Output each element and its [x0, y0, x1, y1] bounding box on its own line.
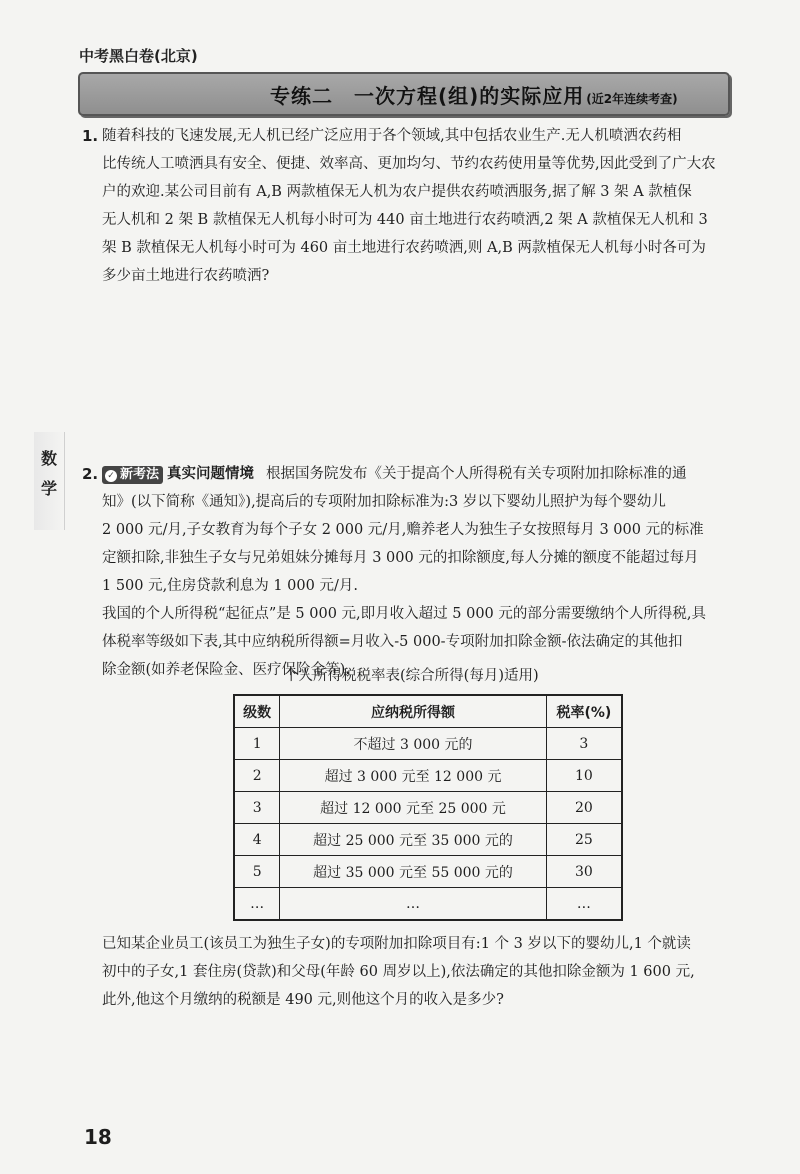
- subject-label: 数 学: [40, 449, 57, 498]
- section-title: [270, 80, 678, 109]
- table-row: [234, 824, 622, 856]
- table-cell: 3: [234, 792, 280, 824]
- section-title-main: 专练二 一次方程(组)的实际应用: [270, 84, 585, 108]
- table-row: [234, 792, 622, 824]
- new-method-tag: ✓ 新考法: [102, 466, 163, 484]
- page-number: 18: [84, 1125, 112, 1149]
- question-1-line: 多少亩土地进行农药喷洒?: [102, 268, 270, 284]
- table-cell: 不超过 3 000 元的: [280, 728, 546, 760]
- table-cell: 3: [546, 728, 622, 760]
- question-1-line: 户的欢迎.某公司目前有 A,B 两款植保无人机为农户提供农药喷洒服务,据了解 3 架 A 款植保: [102, 184, 692, 200]
- table-cell: 25: [546, 824, 622, 856]
- table-cell: 2: [234, 760, 280, 792]
- question-category: 真实问题情境: [167, 466, 255, 482]
- question-2-line: 初中的子女,1 套住房(贷款)和父母(年龄 60 周岁以上),依法确定的其他扣除金额为 1 600 元,: [102, 964, 695, 980]
- question-2-first-line: [102, 460, 706, 488]
- question-2-line: 根据国务院发布《关于提高个人所得税有关专项附加扣除标准的通: [266, 466, 687, 482]
- table-cell: 20: [546, 792, 622, 824]
- question-2-line: 我国的个人所得税“起征点”是 5 000 元,即月收入超过 5 000 元的部分需要缴纳个人所得税,具: [102, 606, 706, 622]
- question-1-line: 架 B 款植保无人机每小时可为 460 亩土地进行农药喷洒,则 A,B 两款植保无人机每小时各可为: [102, 240, 706, 256]
- table-cell: 1: [234, 728, 280, 760]
- question-2-line: 除金额(如养老保险金、医疗保险金等).: [102, 662, 350, 678]
- question-2-line: 知》(以下简称《通知》),提高后的专项附加扣除标准为:3 岁以下婴幼儿照护为每个婴幼儿: [102, 494, 666, 510]
- table-cell: …: [280, 888, 546, 921]
- question-2-line: 已知某企业员工(该员工为独生子女)的专项附加扣除项目有:1 个 3 岁以下的婴幼儿,1 个就读: [102, 936, 691, 952]
- table-cell: 10: [546, 760, 622, 792]
- section-title-note: (近2年连续考查): [586, 92, 678, 106]
- table-cell: 超过 35 000 元至 55 000 元的: [280, 856, 546, 888]
- table-row: [234, 728, 622, 760]
- table-cell: 超过 25 000 元至 35 000 元的: [280, 824, 546, 856]
- question-2-final: [102, 930, 695, 1014]
- book-label: 中考黑白卷(北京): [79, 47, 198, 65]
- table-cell: 超过 3 000 元至 12 000 元: [280, 760, 546, 792]
- table-header-cell: 级数: [234, 695, 280, 728]
- table-cell: 超过 12 000 元至 25 000 元: [280, 792, 546, 824]
- table-cell: 30: [546, 856, 622, 888]
- table-cell: …: [546, 888, 622, 921]
- table-cell: …: [234, 888, 280, 921]
- question-2-line: 此外,他这个月缴纳的税额是 490 元,则他这个月的收入是多少?: [102, 992, 504, 1008]
- question-2-intro: [102, 460, 706, 684]
- section-title-bar: [78, 72, 730, 116]
- question-2-line: 1 500 元,住房贷款利息为 1 000 元/月.: [102, 578, 358, 594]
- table-header-cell: 应纳税所得额: [280, 695, 546, 728]
- question-1-number: 1.: [82, 127, 99, 145]
- question-1-line: 无人机和 2 架 B 款植保无人机每小时可为 440 亩土地进行农药喷洒,2 架 A 款植保无人机和 3: [102, 212, 708, 228]
- question-1-line: 比传统人工喷洒具有安全、便捷、效率高、更加均匀、节约农药使用量等优势,因此受到了广大农: [102, 156, 716, 172]
- tax-rate-table: [233, 694, 623, 921]
- question-2-line: 2 000 元/月,子女教育为每个子女 2 000 元/月,赡养老人为独生子女按照每月 3 000 元的标准: [102, 522, 704, 538]
- question-1-line: 随着科技的飞速发展,无人机已经广泛应用于各个领域,其中包括农业生产.无人机喷洒农药相: [102, 128, 682, 144]
- table-header-row: [234, 695, 622, 728]
- check-badge-icon: ✓: [105, 470, 117, 482]
- table-row: [234, 760, 622, 792]
- question-2-line: 定额扣除,非独生子女与兄弟姐妹分摊每月 3 000 元的扣除额度,每人分摊的额度不能超过每月: [102, 550, 699, 566]
- tax-table-caption: 个人所得税税率表(综合所得(每月)适用): [284, 668, 539, 684]
- question-2-number: 2.: [82, 465, 99, 483]
- table-row: [234, 888, 622, 921]
- subject-side-tab: [34, 432, 65, 530]
- question-1-text: [102, 122, 716, 290]
- table-header-cell: 税率(%): [546, 695, 622, 728]
- table-cell: 5: [234, 856, 280, 888]
- question-2-line: 体税率等级如下表,其中应纳税所得额=月收入-5 000-专项附加扣除金额-依法确定的其他扣: [102, 634, 683, 650]
- table-cell: 4: [234, 824, 280, 856]
- table-row: [234, 856, 622, 888]
